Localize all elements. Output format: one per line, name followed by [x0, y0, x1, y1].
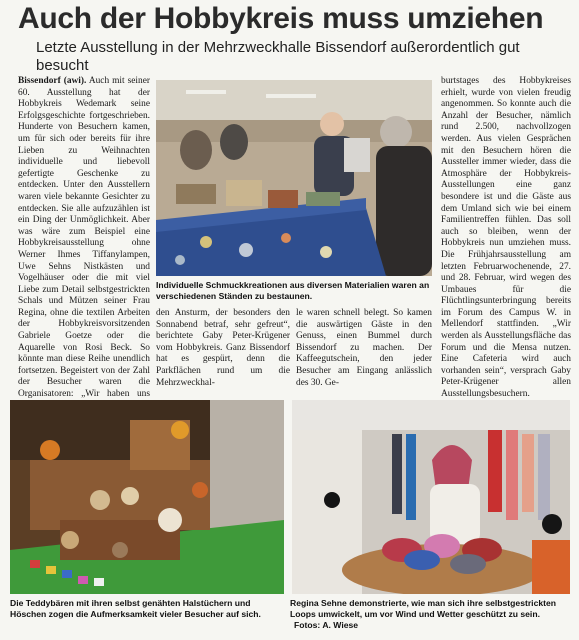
caption-teddy-bears: Die Teddybären mit ihren selbst genähten Halstüchern und Höschen zogen die Aufmerksamkeit vieler Besucher auf sich.	[10, 598, 261, 619]
article-column-2	[156, 308, 290, 389]
photo-jewelry-stand	[156, 80, 432, 276]
photo-teddy-bears	[10, 400, 284, 594]
photo-credit: Fotos: A. Wiese	[294, 619, 359, 630]
teddy-bears-image	[10, 400, 284, 594]
subheadline: Letzte Ausstellung in der Mehrzweckhalle Bissendorf außerordentlich gut besucht	[36, 39, 520, 74]
caption-jewelry: Individuelle Schmuckkreationen aus diversen Materialien waren an verschiedenen Ständen zu bestaunen.	[156, 280, 430, 301]
article-text-col2: den Ansturm, der besonders den Sonnabend betraf, sehr gefreut“, berichtete Gaby Peter-Krügener vom Hobbykreis. Ganz Bissendorf hat es gespürt, denn die Parkflächen rund um die Mehrzweckhal-	[156, 308, 290, 388]
dateline: Bissendorf (awi).	[18, 76, 87, 86]
article-column-1	[18, 76, 150, 412]
article-column-3	[296, 308, 432, 389]
caption-knitted-loops-text: Regina Sehne demonstrierte, wie man sich ihre selbstgestrickten Loops umwickelt, um vor Wind und Wetter geschützt zu sein.	[290, 598, 557, 619]
article-text-col1: Auch mit seiner 60. Ausstellung hat der Hobbykreis Wedemark seine Erfolgsgeschichte fortgeschrieben. Hunderte von Besuchern kamen, um für sich oder bereits für ihre Lieben zu Weihnachten individuelle und liebevoll gefertigte Geschenke zu entdecken. Unter den Ausstellern waren viele bekannte Gesichter zu entdecken. Sie alle aufzuzählen ist ein Ding der Unmöglichkeit. Aber was wäre zum Beispiel eine Hobbykreisausstellung ohne Werner Ihmes Tiffanylampen, Uwe Sehns Nistkästen und Vogelhäuser oder die mit viel Liebe zum Detail selbstgestrickten Schals und Mützen seiner Frau Regina, ohne die textilen Arbeiten der Hobbykreisvorsitzenden Gabriele Goetze oder die Aquarelle von Rosi Beck. So könnte man diese Reihe unendlich fortsetzen. Begeistert von der Zahl der Besucher waren die Organisatoren: „Wir haben uns	[18, 76, 150, 400]
headline: Auch der Hobbykreis muss umziehen	[18, 2, 544, 35]
caption-knitted-loops	[290, 598, 572, 630]
article-text-col4: burtstages des Hobbykreises erhielt, wurde von vielen freudig angenommen. So konnte auch die Anzahl der Besucher, nämlich rund 2.500, nachvollzogen werden. Aus vielen Gesprächen mit den Besuchern hören die Aussteller immer wieder, dass die Atmosphäre der Hobbykreis-Ausstellungen eine ganz besondere ist und die Gäste aus dem Umland sich wie bei einem Familientreffen fühlen. Das soll auch so bleiben, wenn der Hobbykreis nun umziehen muss. Die Frühjahrsausstellung am letzten Februarwochenende, 27. und 28. Februar, wird wegen des Umbaues für die Flüchtlingsunterbringung bereits im Forum des Campus W. in Mellendorf stattfinden. „Wir werden als Ausstellungsfläche das Forum und die Mensa nutzen. Eine Cafeteria wird auch vorhanden sein“, versprach Gaby Peter-Krügener allen Ausstellungsbesuchern.	[441, 76, 571, 400]
article-column-4	[441, 76, 571, 401]
article-text-col3: le waren schnell belegt. So kamen die auswärtigen Gäste in den Genuss, einen Bummel durch Bissendorf zu machen. Der Kaffeegutschein, den jeder Besucher am Eingang anlässlich des 30. Ge-	[296, 308, 432, 388]
jewelry-stand-image	[156, 80, 432, 276]
knitted-loops-image	[292, 400, 570, 594]
photo-knitted-loops	[292, 400, 570, 594]
